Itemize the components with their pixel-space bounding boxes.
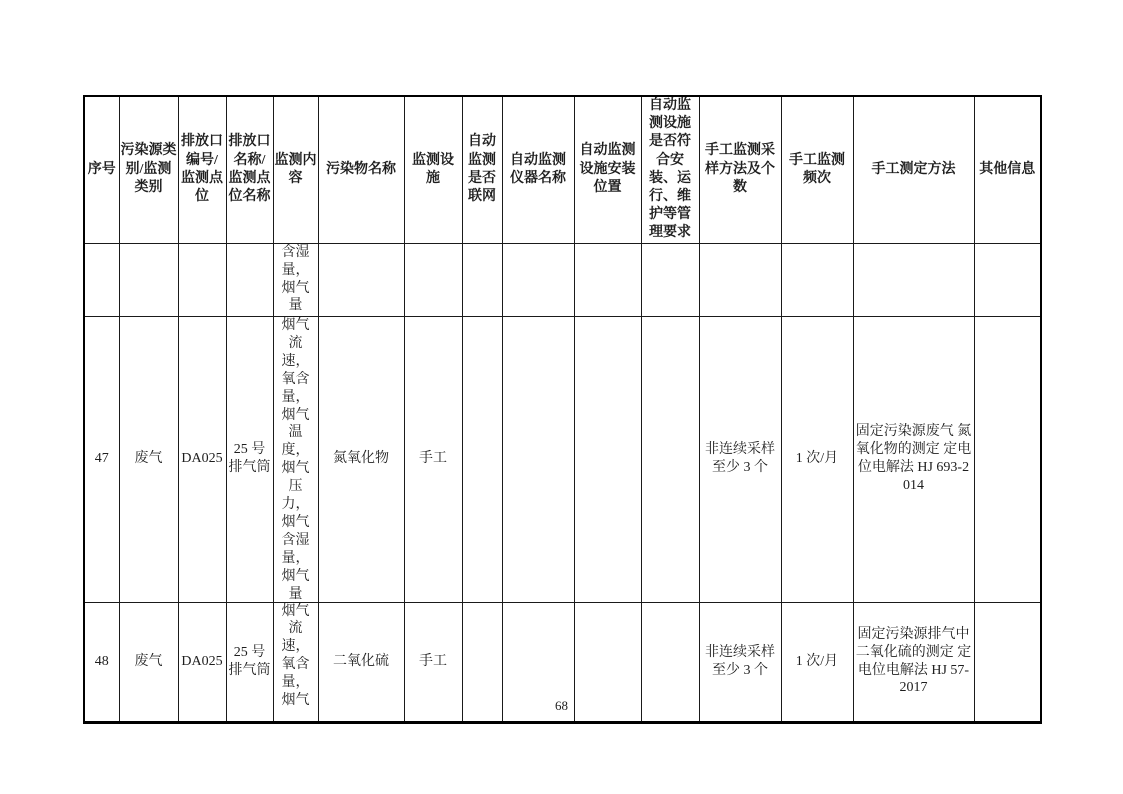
cell-manual-method: 固定污染源废气 氮氧化物的测定 定电位电解法 HJ 693-2014 [853,316,974,602]
col-header-auto-monitoring-compliance: 自动监测设施是否符合安装、运行、维护等管理要求 [641,96,699,243]
cell-monitoring-facility [404,243,462,316]
cell-auto-networked [462,316,502,602]
cell-manual-frequency [781,243,853,316]
col-header-manual-monitoring-frequency: 手工监测频次 [781,96,853,243]
cell-other-info [974,316,1041,602]
cell-source-category: 废气 [119,316,178,602]
cell-manual-sampling: 非连续采样至少 3 个 [699,602,781,722]
col-header-outlet-number: 排放口编号/监测点位 [178,96,226,243]
cell-monitoring-facility: 手工 [404,316,462,602]
cell-pollutant-name: 氮氧化物 [318,316,404,602]
cell-auto-compliance [641,316,699,602]
cell-auto-instrument [502,243,574,316]
page-number: 68 [555,698,568,713]
cell-outlet-number [178,243,226,316]
monitoring-table [83,95,1042,724]
cell-pollutant-name: 二氧化硫 [318,602,404,722]
cell-serial: 48 [84,602,119,722]
cell-pollutant-name [318,243,404,316]
col-header-auto-monitoring-networked: 自动监测是否联网 [462,96,502,243]
col-header-monitoring-facility: 监测设施 [404,96,462,243]
col-header-auto-monitoring-install-location: 自动监测设施安装位置 [574,96,641,243]
cell-auto-instrument [502,316,574,602]
col-header-pollution-source-category: 污染源类别/监测类别 [119,96,178,243]
cell-manual-frequency: 1 次/月 [781,316,853,602]
cell-outlet-number: DA025 [178,602,226,722]
cell-auto-install-location [574,243,641,316]
monitoring-content-text: 烟气流速，氧含量，烟气 [281,603,310,709]
col-header-monitoring-content: 监测内容 [273,96,318,243]
cell-manual-method: 固定污染源排气中二氧化硫的测定 定电位电解法 HJ 57-2017 [853,602,974,722]
col-header-manual-determination-method: 手工测定方法 [853,96,974,243]
cell-outlet-name: 25 号排气筒 [226,602,273,722]
cell-outlet-number: DA025 [178,316,226,602]
col-header-serial-number: 序号 [84,96,119,243]
table-header-row [84,96,1041,243]
col-header-outlet-name: 排放口名称/监测点位名称 [226,96,273,243]
table-row-continuation [84,243,1041,316]
cell-outlet-name: 25 号排气筒 [226,316,273,602]
cell-manual-sampling [699,243,781,316]
col-header-manual-sampling-method: 手工监测采样方法及个数 [699,96,781,243]
cell-outlet-name [226,243,273,316]
col-header-auto-monitoring-instrument: 自动监测仪器名称 [502,96,574,243]
cell-source-category [119,243,178,316]
cell-auto-compliance [641,243,699,316]
cell-monitoring-facility: 手工 [404,602,462,722]
cell-serial: 47 [84,316,119,602]
cell-manual-method [853,243,974,316]
cell-serial [84,243,119,316]
cell-auto-networked [462,243,502,316]
table-row-47 [84,316,1041,602]
col-header-pollutant-name: 污染物名称 [318,96,404,243]
cell-auto-install-location [574,316,641,602]
cell-source-category: 废气 [119,602,178,722]
cell-monitoring-content: 含湿量，烟气量 [273,243,318,316]
cell-monitoring-content [273,316,318,602]
cell-manual-sampling: 非连续采样至少 3 个 [699,316,781,602]
cell-manual-frequency: 1 次/月 [781,602,853,722]
cell-other-info [974,243,1041,316]
col-header-other-info: 其他信息 [974,96,1041,243]
monitoring-content-text: 烟气流速，氧含量，烟气温度，烟气压力，烟气含湿量，烟气量 [281,318,310,601]
